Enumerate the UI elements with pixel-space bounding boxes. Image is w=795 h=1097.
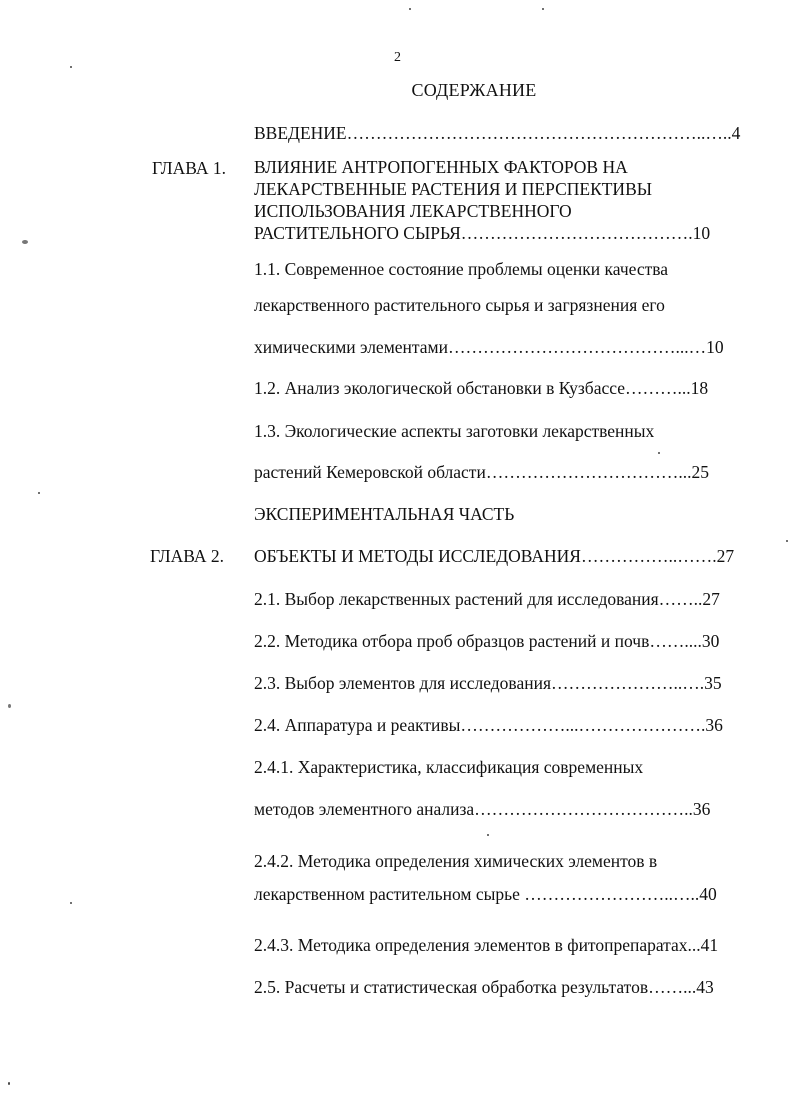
toc-entry-2-4-3: 2.4.3. Методика определения элементов в фитопрепаратах...41 xyxy=(254,935,719,955)
scan-speck xyxy=(38,492,40,494)
page-number: 2 xyxy=(394,50,401,65)
toc-entry-2-4: 2.4. Аппаратура и реактивы………………...………………….36 xyxy=(254,715,723,735)
toc-entry-1-2: 1.2. Анализ экологической обстановки в Кузбассе………...18 xyxy=(254,378,709,398)
toc-entry-2-4-2-line-1: 2.4.2. Методика определения химических элементов в xyxy=(254,851,658,871)
scan-speck xyxy=(8,704,11,708)
toc-entry-1-1-line-1: 1.1. Современное состояние проблемы оценки качества xyxy=(254,259,669,279)
toc-entry-2-4-1-line-2: методов элементного анализа………………………………..36 xyxy=(254,799,711,819)
scan-speck xyxy=(542,8,544,10)
toc-entry-2-2: 2.2. Методика отбора проб образцов растений и почв……....30 xyxy=(254,631,720,651)
chapter-1-title-line-2: ЛЕКАРСТВЕННЫЕ РАСТЕНИЯ И ПЕРСПЕКТИВЫ xyxy=(254,179,652,199)
toc-title: СОДЕРЖАНИЕ xyxy=(411,80,537,100)
toc-entry-2-5: 2.5. Расчеты и статистическая обработка результатов……...43 xyxy=(254,977,714,997)
toc-entry-intro: ВВЕДЕНИЕ……………………………………………………..…..4 xyxy=(254,123,741,143)
scan-speck xyxy=(786,540,788,542)
toc-entry-1-3-line-2: растений Кемеровской области……………………………...25 xyxy=(254,462,709,482)
scan-speck xyxy=(487,834,489,836)
experimental-part-heading: ЭКСПЕРИМЕНТАЛЬНАЯ ЧАСТЬ xyxy=(254,504,515,524)
scan-speck xyxy=(658,452,660,454)
scan-speck xyxy=(70,66,72,68)
scan-speck xyxy=(409,8,411,10)
toc-entry-2-4-2-line-2: лекарственном растительном сырье ……………………..…..40 xyxy=(254,884,717,904)
scan-speck xyxy=(22,240,28,244)
scan-speck xyxy=(8,1082,10,1085)
chapter-1-title-line-3: ИСПОЛЬЗОВАНИЯ ЛЕКАРСТВЕННОГО xyxy=(254,201,572,221)
chapter-1-title-line-1: ВЛИЯНИЕ АНТРОПОГЕННЫХ ФАКТОРОВ НА xyxy=(254,157,628,177)
chapter-1-label: ГЛАВА 1. xyxy=(152,158,227,178)
toc-entry-1-3-line-1: 1.3. Экологические аспекты заготовки лекарственных xyxy=(254,421,655,441)
chapter-2-title: ОБЪЕКТЫ И МЕТОДЫ ИССЛЕДОВАНИЯ……………..…….27 xyxy=(254,546,735,566)
toc-entry-2-3: 2.3. Выбор элементов для исследования…………………..….35 xyxy=(254,673,722,693)
toc-entry-2-4-1-line-1: 2.4.1. Характеристика, классификация современных xyxy=(254,757,644,777)
toc-entry-1-1-line-3: химическими элементами…………………………………...…10 xyxy=(254,337,724,357)
scan-speck xyxy=(70,902,72,904)
chapter-2-label: ГЛАВА 2. xyxy=(150,546,225,566)
chapter-1-title-line-4: РАСТИТЕЛЬНОГО СЫРЬЯ………………………………….10 xyxy=(254,223,711,243)
toc-entry-1-1-line-2: лекарственного растительного сырья и загрязнения его xyxy=(254,295,665,315)
toc-entry-2-1: 2.1. Выбор лекарственных растений для исследования……..27 xyxy=(254,589,720,609)
